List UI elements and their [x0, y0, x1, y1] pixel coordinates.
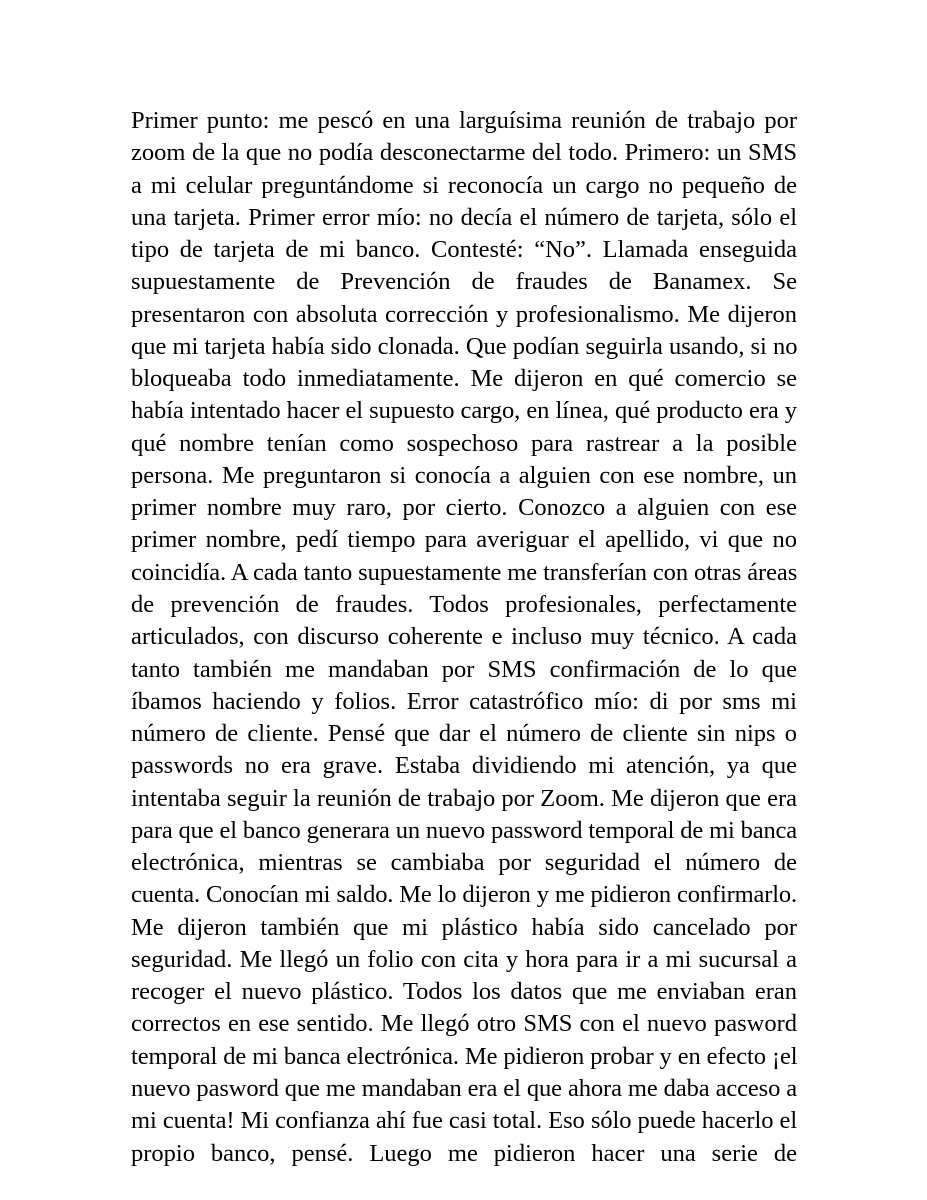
paragraph-line: Me dijeron también que mi plástico había sido cancelado por — [131, 913, 797, 941]
paragraph-line: articulados, con discurso coherente e incluso muy técnico. A cada — [131, 623, 797, 651]
paragraph-line: correctos en ese sentido. Me llegó otro SMS con el nuevo pasword — [131, 1010, 797, 1038]
paragraph-line: Primer punto: me pescó en una larguísima reunión de trabajo por — [131, 107, 797, 134]
paragraph-line: mi cuenta! Mi confianza ahí fue casi total. Eso sólo puede hacerlo el — [131, 1107, 798, 1135]
paragraph-line: había intentado hacer el supuesto cargo, en línea, qué producto era y — [131, 397, 797, 425]
paragraph-line: intentaba seguir la reunión de trabajo por Zoom. Me dijeron que era — [131, 784, 797, 812]
paragraph-line: seguridad. Me llegó un folio con cita y hora para ir a mi sucursal a — [131, 945, 797, 973]
paragraph-line: electrónica, mientras se cambiaba por seguridad el número de — [131, 849, 797, 877]
paragraph-line: nuevo pasword que me mandaban era el que ahora me daba acceso a — [131, 1074, 798, 1102]
paragraph-line: de prevención de fraudes. Todos profesionales, perfectamente — [131, 590, 797, 618]
paragraph-line: una tarjeta. Primer error mío: no decía el número de tarjeta, sólo el — [131, 203, 797, 231]
paragraph-line: íbamos haciendo y folios. Error catastrófico mío: di por sms mi — [131, 687, 797, 715]
paragraph-line: primer nombre muy raro, por cierto. Conozco a alguien con ese — [131, 494, 797, 522]
paragraph-line: para que el banco generara un nuevo password temporal de mi banca — [131, 816, 797, 844]
paragraph-line: presentaron con absoluta corrección y profesionalismo. Me dijeron — [131, 300, 797, 328]
paragraph-line: a mi celular preguntándome si reconocía un cargo no pequeño de — [131, 171, 797, 199]
paragraph-line: persona. Me preguntaron si conocía a alguien con ese nombre, un — [131, 461, 797, 489]
paragraph-line: temporal de mi banca electrónica. Me pidieron probar y en efecto ¡el — [131, 1042, 798, 1070]
paragraph-line: qué nombre tenían como sospechoso para rastrear a la posible — [131, 429, 797, 457]
paragraph-line: zoom de la que no podía desconectarme del todo. Primero: un SMS — [131, 139, 797, 167]
paragraph-line: recoger el nuevo plástico. Todos los datos que me enviaban eran — [131, 978, 797, 1006]
paragraph-line: tipo de tarjeta de mi banco. Contesté: “No”. Llamada enseguida — [131, 236, 797, 264]
paragraph-line: cuenta. Conocían mi saldo. Me lo dijeron y me pidieron confirmarlo. — [131, 881, 797, 909]
body-paragraph — [131, 105, 797, 1170]
paragraph-line: primer nombre, pedí tiempo para averiguar el apellido, vi que no — [131, 526, 797, 554]
paragraph-line: propio banco, pensé. Luego me pidieron hacer una serie de — [131, 1139, 797, 1167]
paragraph-line: passwords no era grave. Estaba dividiendo mi atención, ya que — [131, 752, 797, 780]
paragraph-line: bloqueaba todo inmediatamente. Me dijeron en qué comercio se — [131, 365, 797, 393]
paragraph-line: coincidía. A cada tanto supuestamente me transferían con otras áreas — [131, 558, 798, 586]
paragraph-line: que mi tarjeta había sido clonada. Que podían seguirla usando, si no — [131, 332, 798, 360]
paragraph-line: número de cliente. Pensé que dar el número de cliente sin nips o — [131, 720, 797, 748]
paragraph-line: supuestamente de Prevención de fraudes de Banamex. Se — [131, 268, 797, 296]
paragraph-line: tanto también me mandaban por SMS confirmación de lo que — [131, 655, 797, 683]
